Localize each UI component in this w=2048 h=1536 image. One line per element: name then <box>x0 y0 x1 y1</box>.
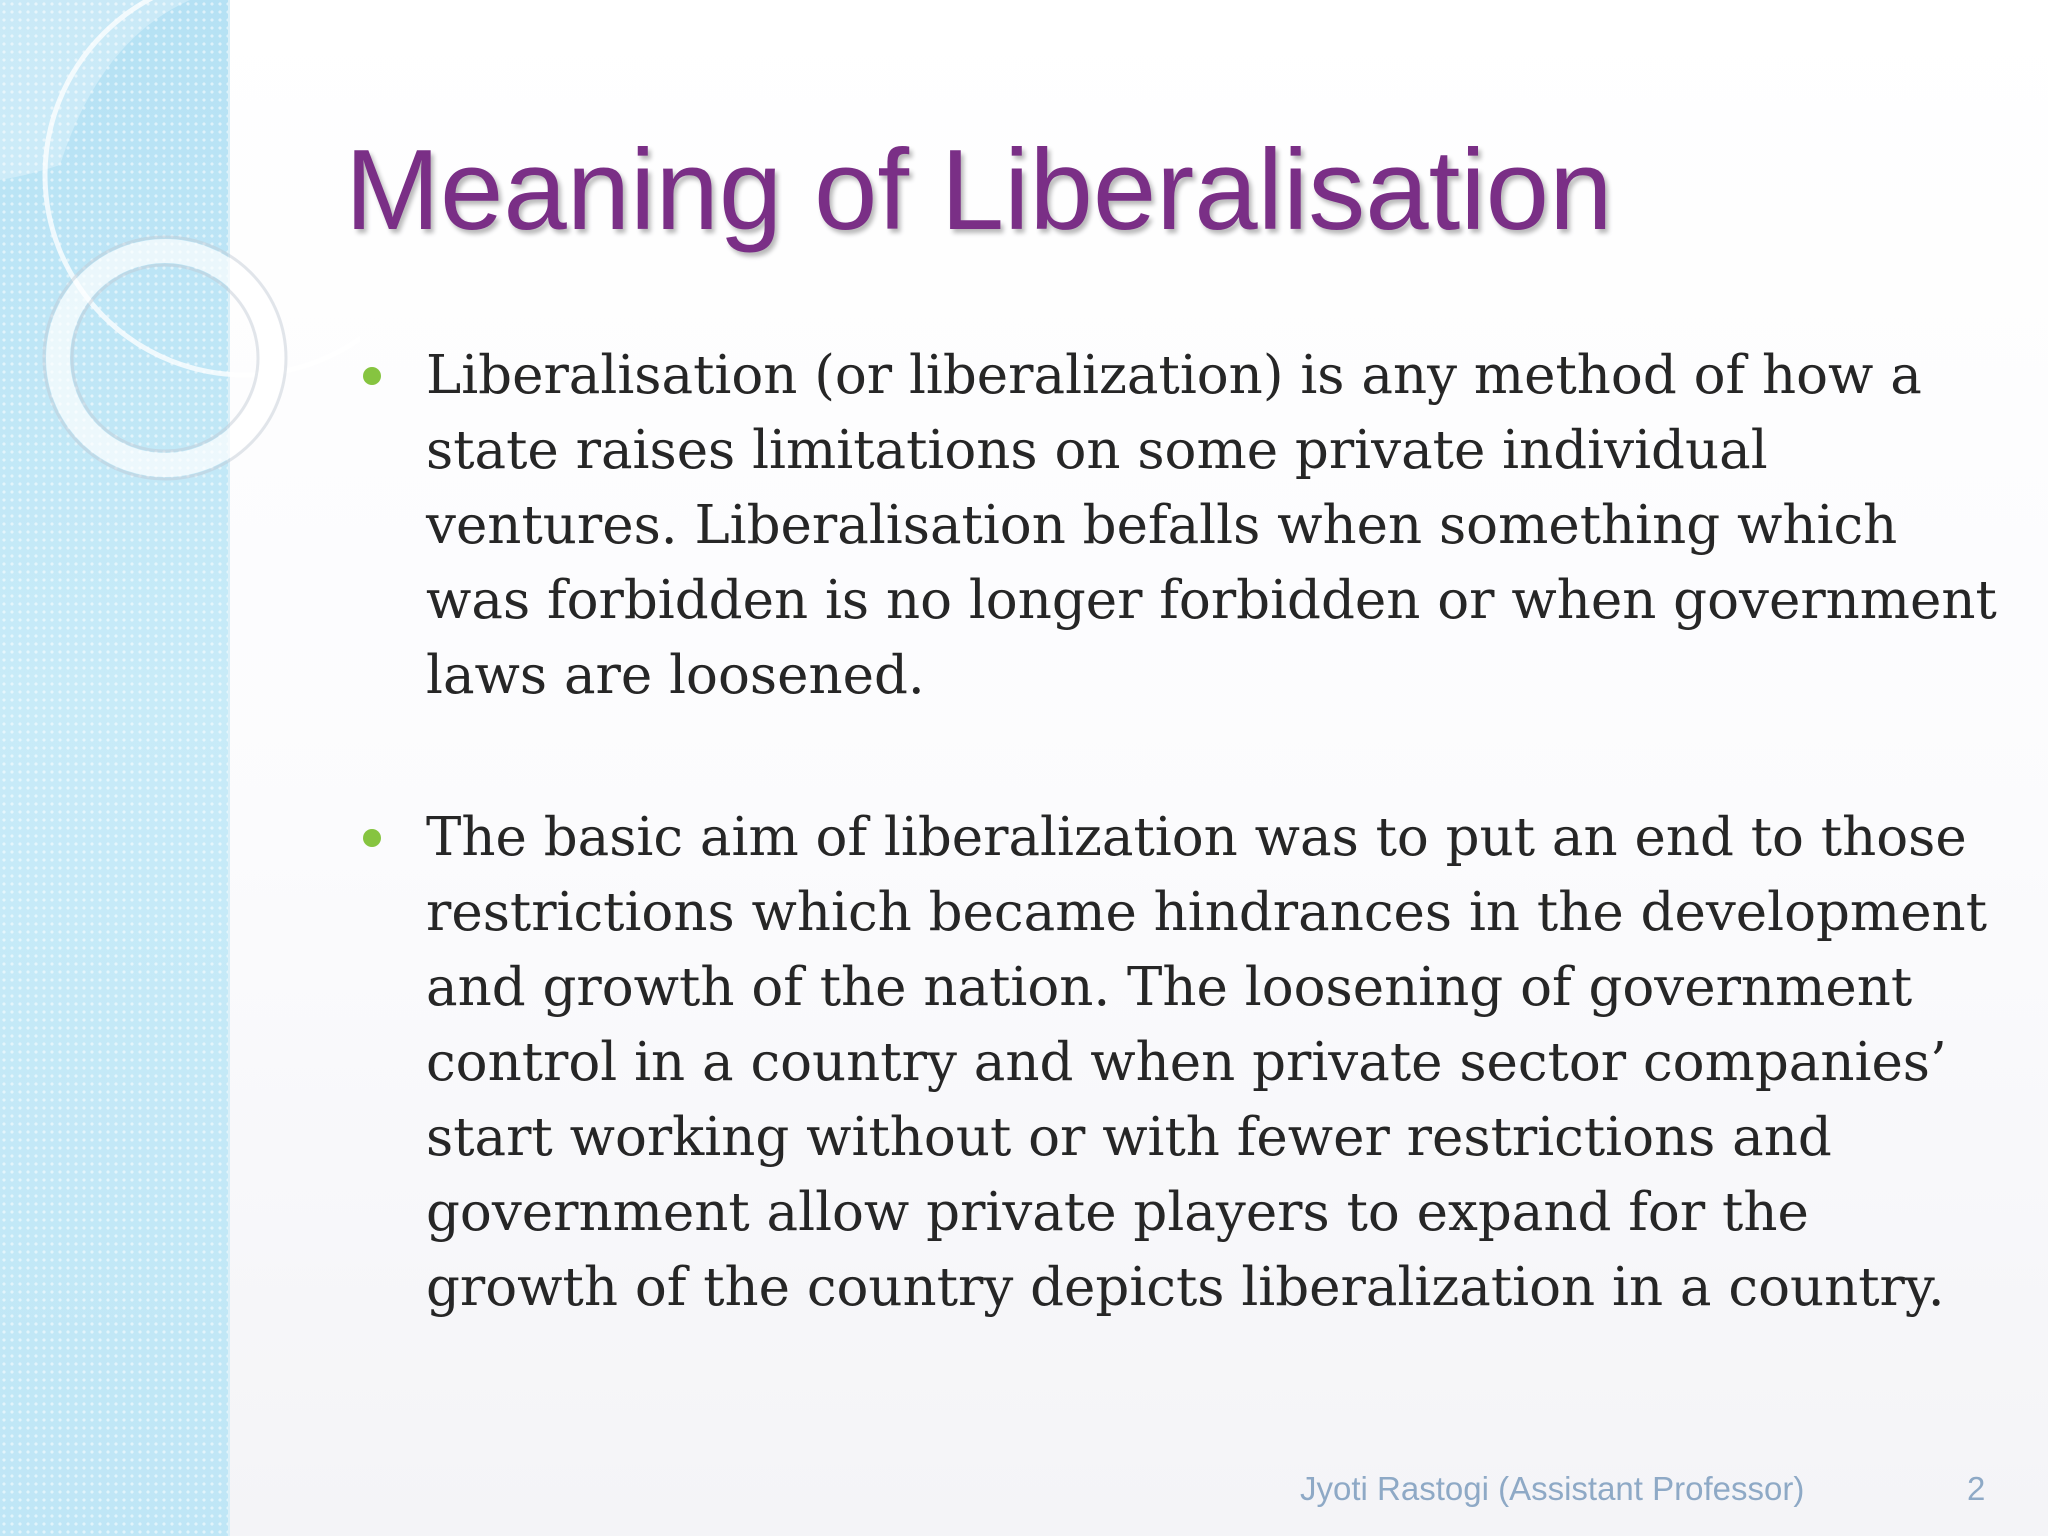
bullet-text: Liberalisation (or liberalization) is any method of how a state raises limitations on some private individual ventures. Liberalisation befalls when something which was forbidden is no longer forbidden or when government laws are loosened. <box>426 345 1997 706</box>
bullet-dot-icon <box>363 367 381 385</box>
page-number: 2 <box>1967 1470 1986 1507</box>
bullet-item <box>363 800 2003 1325</box>
slide-title: Meaning of Liberalisation <box>345 127 1613 254</box>
bullet-item <box>363 338 2003 713</box>
bullet-list <box>363 338 2003 1325</box>
decorative-circles <box>0 0 360 520</box>
bullet-dot-icon <box>363 829 381 847</box>
footer-author: Jyoti Rastogi (Assistant Professor) <box>1300 1470 1805 1507</box>
bullet-text: The basic aim of liberalization was to put an end to those restrictions which became hindrances in the development and growth of the nation. The loosening of government control in a country and when private sector companies’ start working without or with fewer restrictions and government allow private players to expand for the growth of the country depicts liberalization in a country. <box>426 807 1987 1318</box>
